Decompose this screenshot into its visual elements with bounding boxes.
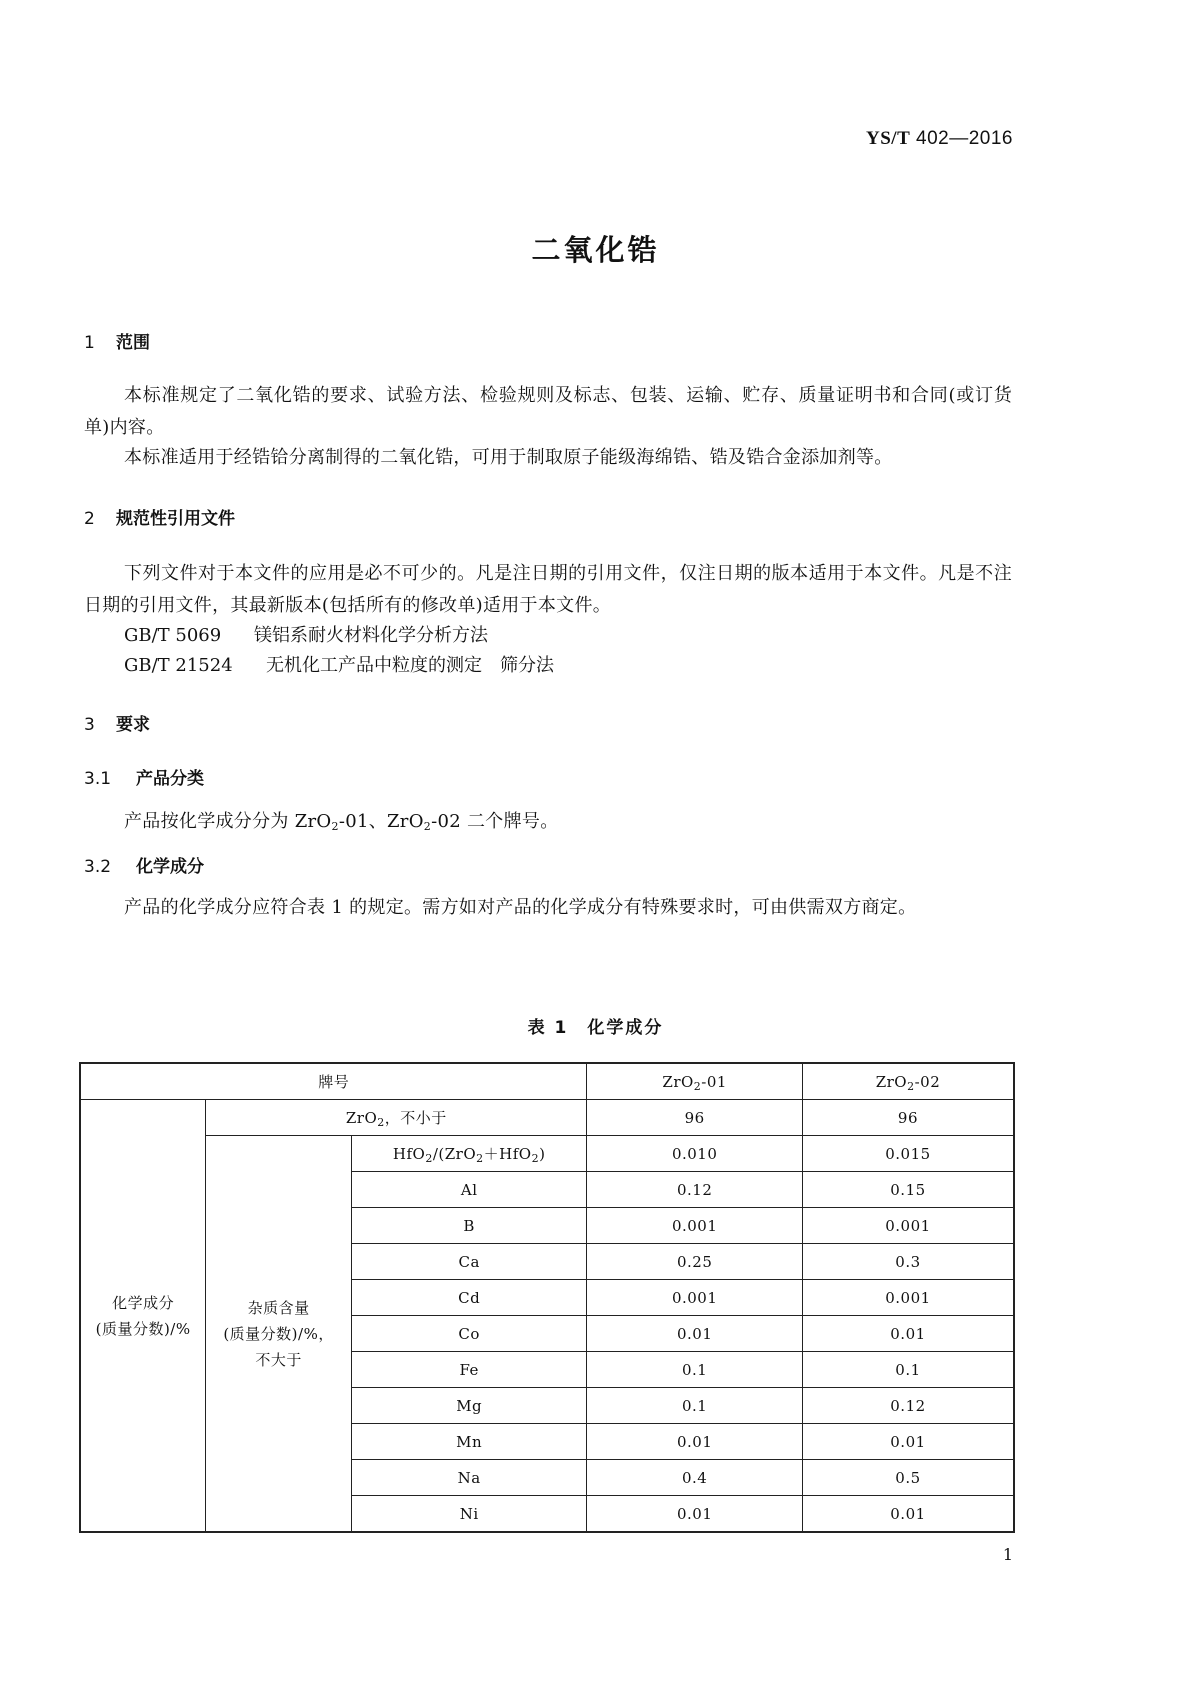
section-1-paragraph-1: 本标准规定了二氧化锆的要求、试验方法、检验规则及标志、包装、运输、贮存、质量证明书和合同(或订货单)内容。 bbox=[84, 385, 1012, 438]
element-label: Mn bbox=[351, 1424, 587, 1460]
impurity-group-label: 杂质含量 (质量分数)/%， 不大于 bbox=[206, 1136, 352, 1533]
table-cell: 0.4 bbox=[587, 1460, 803, 1496]
hf-ratio-label: HfO$_2$/(ZrO$_2$＋HfO$_2$) bbox=[351, 1136, 587, 1172]
zro2-label: ZrO$_2$，不小于 bbox=[206, 1100, 587, 1136]
grade-header-1: ZrO$_2$-01 bbox=[587, 1063, 803, 1100]
table-cell: 0.001 bbox=[802, 1208, 1014, 1244]
element-label: Al bbox=[351, 1172, 587, 1208]
table-cell: 0.3 bbox=[802, 1244, 1014, 1280]
section-2-paragraph: 下列文件对于本文件的应用是必不可少的。凡是注日期的引用文件，仅注日期的版本适用于本文件。凡是不注日期的引用文件，其最新版本(包括所有的修改单)适用于本文件。 bbox=[84, 563, 1012, 616]
section-3-heading: 3 要求 bbox=[84, 715, 150, 735]
table-cell: 0.001 bbox=[587, 1208, 803, 1244]
table-cell: 0.1 bbox=[587, 1388, 803, 1424]
table-cell: 96 bbox=[802, 1100, 1014, 1136]
table-cell: 0.010 bbox=[587, 1136, 803, 1172]
grade-header-2: ZrO$_2$-02 bbox=[802, 1063, 1014, 1100]
table-row bbox=[80, 1136, 1014, 1172]
chemical-composition-table bbox=[79, 1062, 1015, 1533]
composition-group-label: 化学成分 (质量分数)/% bbox=[80, 1100, 206, 1533]
element-label: Mg bbox=[351, 1388, 587, 1424]
section-3-2-heading: 3.2 化学成分 bbox=[84, 857, 204, 877]
table-caption: 表 1 化学成分 bbox=[527, 1018, 664, 1038]
element-label: Co bbox=[351, 1316, 587, 1352]
element-label: Ca bbox=[351, 1244, 587, 1280]
table-cell: 0.5 bbox=[802, 1460, 1014, 1496]
table-cell: 0.15 bbox=[802, 1172, 1014, 1208]
table-cell: 0.01 bbox=[587, 1424, 803, 1460]
element-label: Na bbox=[351, 1460, 587, 1496]
table-header-row bbox=[80, 1063, 1014, 1100]
table-cell: 0.001 bbox=[802, 1280, 1014, 1316]
section-3-1-heading: 3.1 产品分类 bbox=[84, 769, 204, 789]
element-label: B bbox=[351, 1208, 587, 1244]
section-3-2-paragraph: 产品的化学成分应符合表 1 的规定。需方如对产品的化学成分有特殊要求时，可由供需双方商定。 bbox=[124, 897, 917, 918]
reference-item: GB/T 5069 镁铝系耐火材料化学分析方法 bbox=[124, 625, 488, 646]
section-1-heading: 1 范围 bbox=[84, 333, 150, 353]
table-cell: 0.1 bbox=[587, 1352, 803, 1388]
table-cell: 0.001 bbox=[587, 1280, 803, 1316]
table-cell: 0.015 bbox=[802, 1136, 1014, 1172]
table-cell: 0.12 bbox=[802, 1388, 1014, 1424]
section-3-1-paragraph: 产品按化学成分分为 ZrO$_2$-01、ZrO$_2$-02 二个牌号。 bbox=[124, 811, 559, 833]
grade-header-label: 牌号 bbox=[80, 1063, 587, 1100]
element-label: Cd bbox=[351, 1280, 587, 1316]
element-label: Ni bbox=[351, 1496, 587, 1533]
document-title: 二氧化锆 bbox=[531, 233, 660, 267]
table-cell: 0.12 bbox=[587, 1172, 803, 1208]
reference-item: GB/T 21524 无机化工产品中粒度的测定 筛分法 bbox=[124, 655, 554, 676]
section-2-heading: 2 规范性引用文件 bbox=[84, 509, 235, 529]
table-cell: 0.01 bbox=[802, 1424, 1014, 1460]
table-cell: 0.25 bbox=[587, 1244, 803, 1280]
table-cell: 0.01 bbox=[587, 1316, 803, 1352]
standard-code: YS/T 402—2016 bbox=[866, 128, 1013, 149]
table-cell: 0.01 bbox=[587, 1496, 803, 1533]
section-1-paragraph-2: 本标准适用于经锆铪分离制得的二氧化锆，可用于制取原子能级海绵锆、锆及锆合金添加剂等。 bbox=[124, 447, 893, 468]
table-cell: 96 bbox=[587, 1100, 803, 1136]
table-cell: 0.1 bbox=[802, 1352, 1014, 1388]
element-label: Fe bbox=[351, 1352, 587, 1388]
table-cell: 0.01 bbox=[802, 1496, 1014, 1533]
table-row bbox=[80, 1100, 1014, 1136]
page-number: 1 bbox=[1002, 1545, 1013, 1564]
table-cell: 0.01 bbox=[802, 1316, 1014, 1352]
